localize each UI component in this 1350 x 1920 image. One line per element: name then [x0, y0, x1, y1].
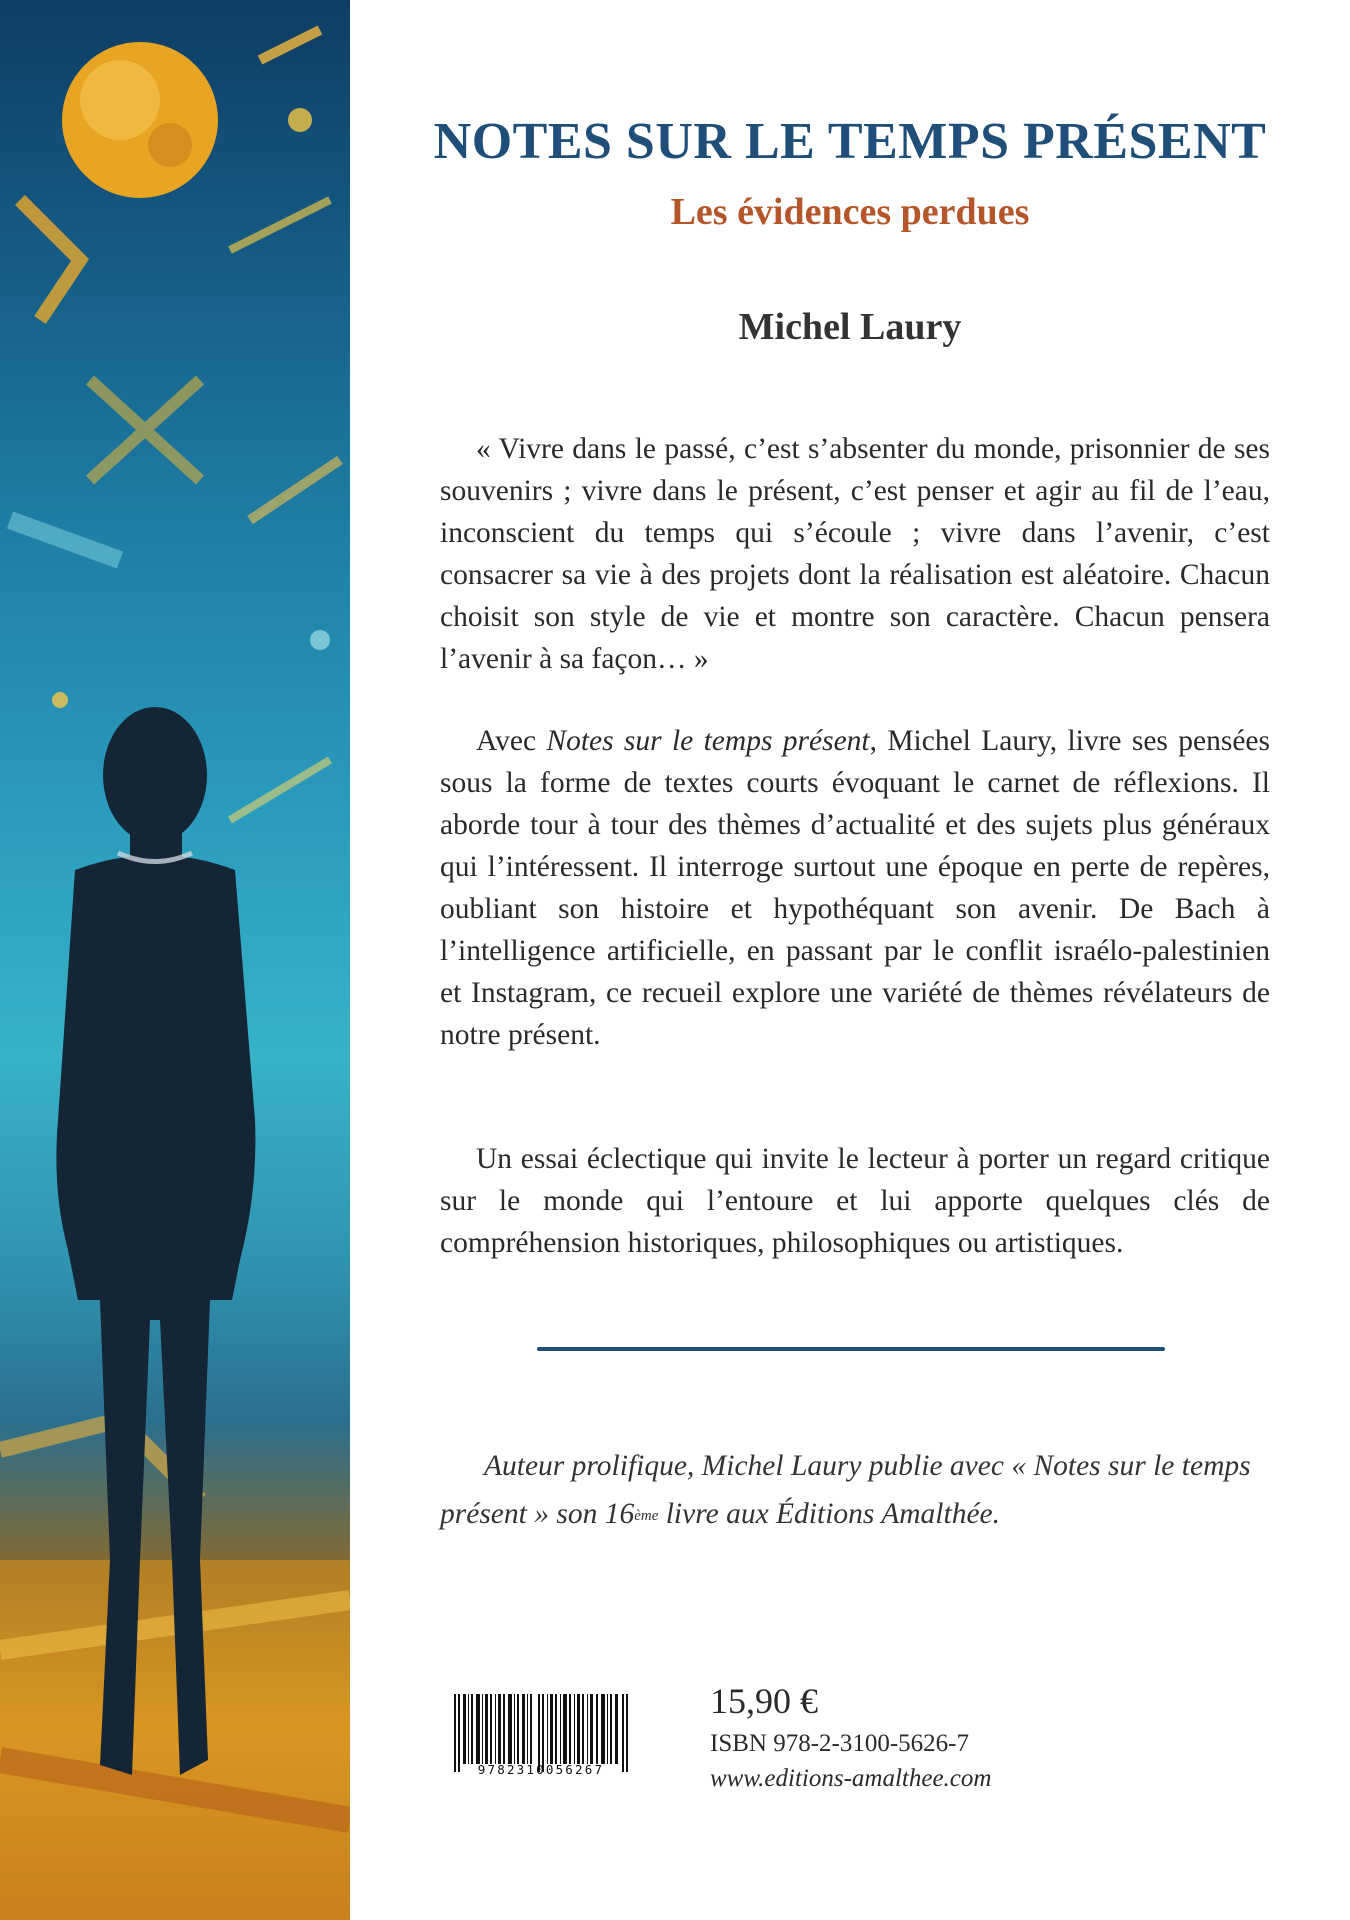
book-subtitle: Les évidences perdues: [670, 191, 1030, 233]
book-title: NOTES SUR LE TEMPS PRÉSENT: [433, 113, 1267, 170]
book-price: 15,90 €: [710, 1681, 818, 1721]
description-book-title: Notes sur le temps présent: [546, 725, 870, 757]
bio-superscript: ème: [634, 1508, 659, 1524]
back-cover-content: [350, 0, 1350, 1920]
description-paragraph: [440, 720, 1270, 1056]
painted-background: [0, 0, 350, 1920]
quote-paragraph: « Vivre dans le passé, c’est s’absenter du monde, prisonnier de ses souvenirs ; vivre dans le présent, c’est penser et agir au fil de l’eau, inconscient du temps qui s’écoule ; vivre dans l’avenir, c’est consacrer sa vie à des projets dont la réalisation est aléatoire. Chacun choisit son style de vie et montre son caractère. Chacun pensera l’avenir à sa façon… »: [440, 433, 1270, 675]
publisher-website[interactable]: www.editions-amalthee.com: [710, 1765, 992, 1792]
barcode-digits: 9782310056267: [477, 1762, 605, 1777]
author-bio: [440, 1442, 1270, 1538]
bio-text-start: Auteur prolifique, Michel Laury publie avec « Notes sur le temps présent » son 16: [440, 1450, 1251, 1530]
summary-paragraph: Un essai éclectique qui invite le lecteur à porter un regard critique sur le monde qui l’entoure et lui apporte quelques clés de compréhension historiques, philosophiques ou artistiques.: [440, 1143, 1270, 1259]
bio-text-end: livre aux Éditions Amalthée.: [658, 1498, 1001, 1530]
description-text-start: Avec: [476, 725, 547, 757]
isbn-number: ISBN 978-2-3100-5626-7: [710, 1730, 970, 1757]
divider-line: [537, 1347, 1165, 1351]
cover-artwork: [0, 0, 350, 1920]
description-text-end: , Michel Laury, livre ses pensées sous la forme de textes courts évoquant le carnet de réflexions. Il aborde tour à tour des thèmes d’actualité et des sujets plus généraux qui l’intéressent. Il interroge surtout une époque en perte de repères, oubliant son histoire et hypothéquant son avenir. De Bach à l’intelligence artificielle, en passant par le conflit israélo-palestinien et Instagram, ce recueil explore une variété de thèmes révélateurs de notre présent.: [440, 725, 1270, 1051]
author-name: Michel Laury: [738, 306, 962, 348]
